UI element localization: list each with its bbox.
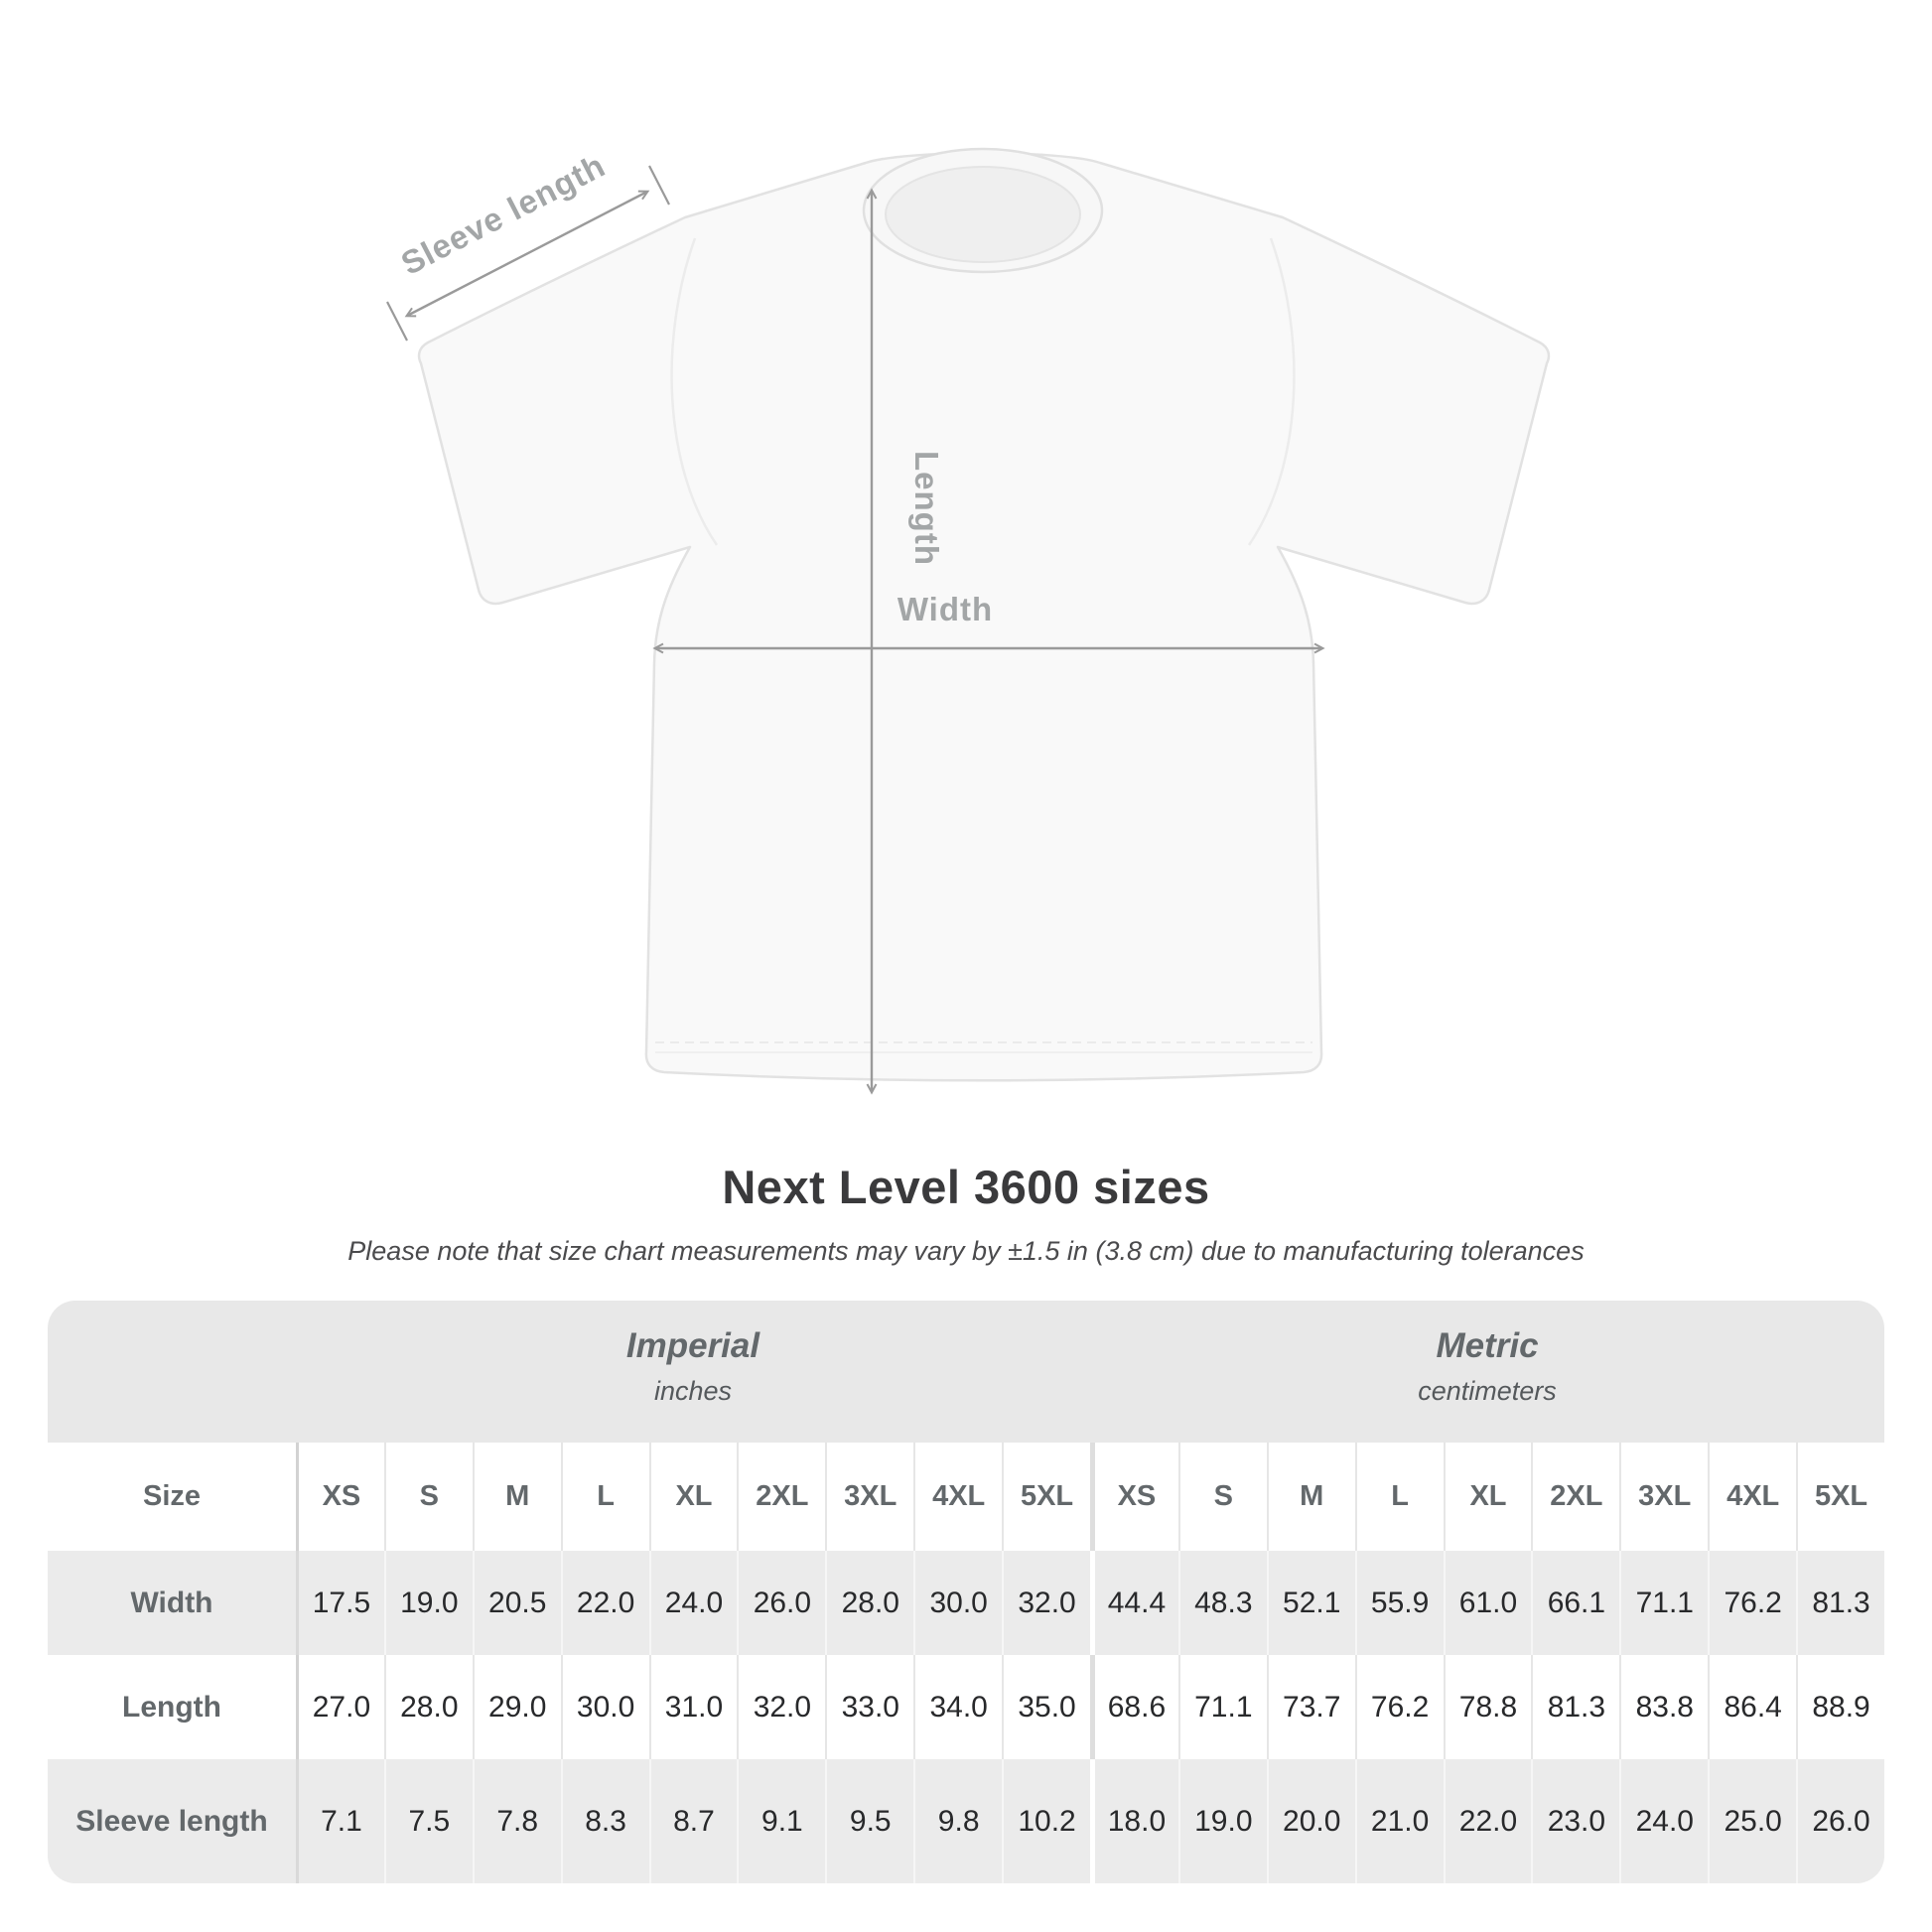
- value-cell: 25.0: [1708, 1759, 1796, 1883]
- page-title: Next Level 3600 sizes: [722, 1161, 1210, 1213]
- value-cell: 68.6: [1090, 1655, 1178, 1759]
- value-cell: 34.0: [913, 1655, 1002, 1759]
- size-header-cell: 3XL: [825, 1443, 913, 1551]
- value-cell: 18.0: [1090, 1759, 1178, 1883]
- value-cell: 76.2: [1708, 1551, 1796, 1655]
- value-cell: 28.0: [825, 1551, 913, 1655]
- value-cell: 81.3: [1796, 1551, 1884, 1655]
- value-cell: 55.9: [1355, 1551, 1444, 1655]
- value-cell: 26.0: [737, 1551, 825, 1655]
- size-header-cell: 2XL: [737, 1443, 825, 1551]
- imperial-label: Imperial: [625, 1326, 760, 1365]
- value-cell: 23.0: [1531, 1759, 1619, 1883]
- size-header-cell: L: [1355, 1443, 1444, 1551]
- row-label: Sleeve length: [75, 1804, 268, 1838]
- value-cell: 20.5: [473, 1551, 561, 1655]
- value-cell: 83.8: [1619, 1655, 1708, 1759]
- value-cell: 78.8: [1444, 1655, 1532, 1759]
- length-row: [48, 1655, 1884, 1759]
- size-header-row: [48, 1443, 1884, 1551]
- value-cell: 27.0: [296, 1655, 384, 1759]
- length-label: Length: [908, 451, 945, 566]
- value-cell: 86.4: [1708, 1655, 1796, 1759]
- value-cell: 8.7: [649, 1759, 738, 1883]
- imperial-unit-label: inches: [653, 1376, 733, 1406]
- value-cell: 19.0: [1178, 1759, 1267, 1883]
- imperial-unit-group: [296, 1301, 1090, 1443]
- size-header-cell: S: [384, 1443, 473, 1551]
- value-cell: 24.0: [649, 1551, 738, 1655]
- value-cell: 7.5: [384, 1759, 473, 1883]
- value-cell: 73.7: [1267, 1655, 1355, 1759]
- value-cell: 9.5: [825, 1759, 913, 1883]
- width-row: [48, 1551, 1884, 1655]
- size-header-cell: 4XL: [913, 1443, 1002, 1551]
- value-cell: 30.0: [913, 1551, 1002, 1655]
- metric-unit-group: [1090, 1301, 1884, 1443]
- value-cell: 71.1: [1619, 1551, 1708, 1655]
- size-header-cell: XS: [296, 1443, 384, 1551]
- value-cell: 32.0: [1002, 1551, 1090, 1655]
- size-header-cell: 5XL: [1002, 1443, 1090, 1551]
- value-cell: 7.8: [473, 1759, 561, 1883]
- value-cell: 30.0: [561, 1655, 649, 1759]
- value-cell: 8.3: [561, 1759, 649, 1883]
- value-cell: 44.4: [1090, 1551, 1178, 1655]
- value-cell: 22.0: [1444, 1759, 1532, 1883]
- value-cell: 33.0: [825, 1655, 913, 1759]
- value-cell: 52.1: [1267, 1551, 1355, 1655]
- tolerance-note: Please note that size chart measurements may vary by ±1.5 in (3.8 cm) due to manufacturing tolerances: [347, 1236, 1585, 1266]
- sleeve-length-label: Sleeve length: [394, 146, 612, 282]
- size-header-cell: S: [1178, 1443, 1267, 1551]
- heading-block: [0, 1160, 1932, 1267]
- value-cell: 81.3: [1531, 1655, 1619, 1759]
- value-cell: 9.1: [737, 1759, 825, 1883]
- size-table: [48, 1301, 1884, 1883]
- size-header-cell: L: [561, 1443, 649, 1551]
- size-header-cell: M: [1267, 1443, 1355, 1551]
- value-cell: 48.3: [1178, 1551, 1267, 1655]
- size-header-cell: XS: [1090, 1443, 1178, 1551]
- value-cell: 28.0: [384, 1655, 473, 1759]
- size-header-cell: XL: [649, 1443, 738, 1551]
- value-cell: 61.0: [1444, 1551, 1532, 1655]
- width-label: Width: [897, 591, 994, 627]
- size-header-cell: M: [473, 1443, 561, 1551]
- value-cell: 7.1: [296, 1759, 384, 1883]
- collar-inner: [886, 167, 1080, 262]
- size-header-cell: XL: [1444, 1443, 1532, 1551]
- value-cell: 26.0: [1796, 1759, 1884, 1883]
- unit-band: [48, 1301, 1884, 1443]
- sleeve-arrow-tick-bottom: [387, 302, 407, 341]
- value-cell: 21.0: [1355, 1759, 1444, 1883]
- value-cell: 10.2: [1002, 1759, 1090, 1883]
- size-header-cell: 3XL: [1619, 1443, 1708, 1551]
- size-column-header: Size: [142, 1480, 202, 1512]
- value-cell: 88.9: [1796, 1655, 1884, 1759]
- row-label: Width: [130, 1586, 213, 1619]
- value-cell: 32.0: [737, 1655, 825, 1759]
- value-cell: 24.0: [1619, 1759, 1708, 1883]
- value-cell: 20.0: [1267, 1759, 1355, 1883]
- size-header-cell: 2XL: [1531, 1443, 1619, 1551]
- sleeve-length-row: [48, 1759, 1884, 1883]
- value-cell: 71.1: [1178, 1655, 1267, 1759]
- metric-label: Metric: [1436, 1326, 1539, 1365]
- value-cell: 22.0: [561, 1551, 649, 1655]
- row-label: Length: [122, 1690, 221, 1724]
- size-header-cell: 4XL: [1708, 1443, 1796, 1551]
- value-cell: 17.5: [296, 1551, 384, 1655]
- sleeve-arrow-tick-top: [649, 166, 669, 205]
- metric-unit-label: centimeters: [1418, 1376, 1557, 1406]
- value-cell: 76.2: [1355, 1655, 1444, 1759]
- value-cell: 29.0: [473, 1655, 561, 1759]
- value-cell: 66.1: [1531, 1551, 1619, 1655]
- value-cell: 35.0: [1002, 1655, 1090, 1759]
- value-cell: 31.0: [649, 1655, 738, 1759]
- value-cell: 19.0: [384, 1551, 473, 1655]
- size-header-cell: 5XL: [1796, 1443, 1884, 1551]
- value-cell: 9.8: [913, 1759, 1002, 1883]
